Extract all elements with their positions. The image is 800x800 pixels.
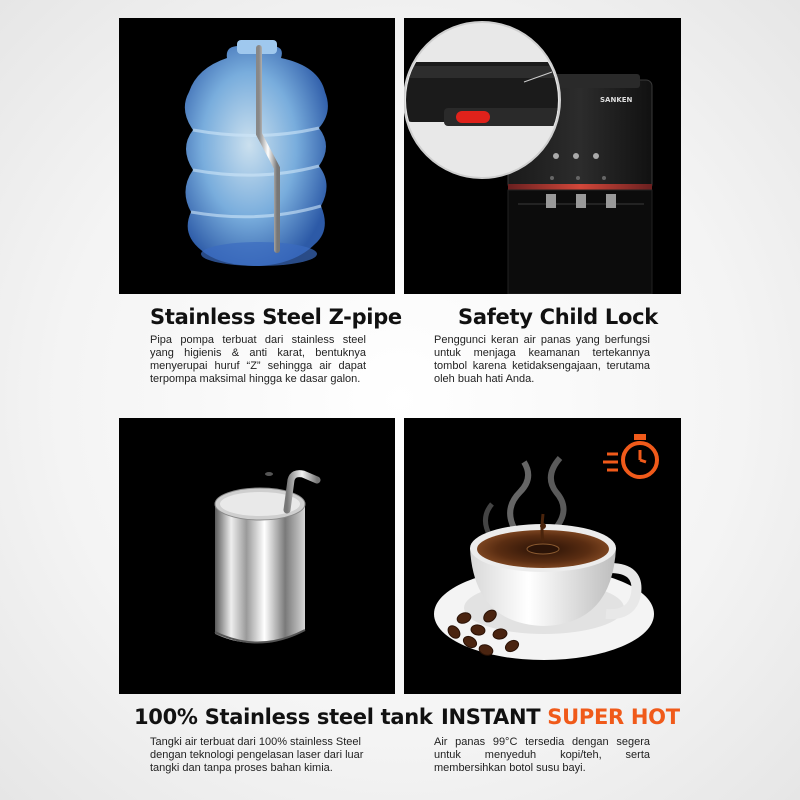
title-prefix: INSTANT [441, 705, 541, 729]
title-highlight: SUPER HOT [547, 705, 680, 729]
feature-title-zpipe: Stainless Steel Z-pipe [150, 305, 402, 329]
steel-tank-image-panel [119, 418, 395, 694]
water-gallon-icon [119, 18, 395, 294]
super-hot-image-panel [404, 418, 681, 694]
brand-label: SANKEN [600, 96, 633, 104]
coffee-cup-icon [470, 514, 636, 626]
feature-title-steel-tank: 100% Stainless steel tank [134, 705, 433, 729]
super-hot-illustration [404, 418, 681, 694]
child-lock-image-panel [404, 18, 681, 294]
feature-desc-super-hot: Air panas 99°C tersedia dengan segera untuk menyeduh kopi/teh, serta membersihkan botol susu bayi. [434, 736, 650, 774]
feature-title-super-hot [441, 705, 680, 729]
dispenser-icon [404, 18, 681, 294]
feature-title-child-lock: Safety Child Lock [458, 305, 658, 329]
steel-tank-icon [119, 418, 395, 694]
stopwatch-icon [603, 434, 657, 477]
zpipe-image-panel [119, 18, 395, 294]
feature-desc-steel-tank: Tangki air terbuat dari 100% stainless Steel dengan teknologi pengelasan laser dari luar tangki dan tanpa proses bahan kimia. [150, 736, 364, 774]
feature-desc-child-lock: Penggunci keran air panas yang berfungsi untuk menjaga keamanan tertekannya tombol karena ketidaksengajaan, terutama oleh buah hati Anda. [434, 334, 650, 385]
feature-desc-zpipe: Pipa pompa terbuat dari stainless steel yang higienis & anti karat, bentuknya menyerupai huruf “Z” sehingga air dapat terpompa maksimal hingga ke dasar galon. [150, 334, 366, 385]
